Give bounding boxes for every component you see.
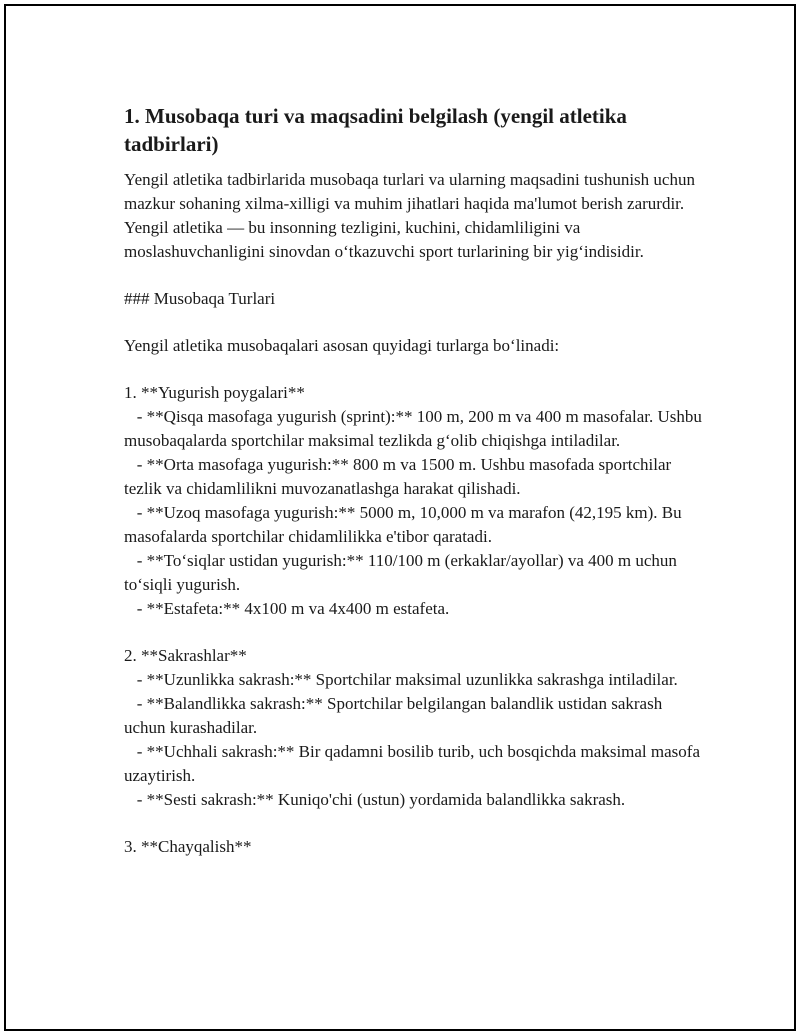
list-item: - **Balandlikka sakrash:** Sportchilar belgilangan balandlik ustidan sakrash uchun kurashadilar. <box>124 694 667 737</box>
list-section-title: 3. **Chayqalish** <box>124 837 252 856</box>
page-frame <box>4 4 796 1031</box>
document-body <box>124 102 707 859</box>
list-section-running <box>124 381 707 621</box>
intro-paragraph: Yengil atletika tadbirlarida musobaqa turlari va ularning maqsadini tushunish uchun mazkur sohaning xilma-xilligi va muhim jihatlari haqida ma'lumot berish zarurdir. Yengil atletika — bu insonning tezligini, kuchini, chidamliligini va moslashuvchanligini sinovdan o‘tkazuvchi sport turlarining bir yig‘indisidir. <box>124 170 695 261</box>
section-heading: 1. Musobaqa turi va maqsadini belgilash (yengil atletika tadbirlari) <box>124 104 627 156</box>
list-section-jumps <box>124 644 704 812</box>
list-item: - **Orta masofaga yugurish:** 800 m va 1500 m. Ushbu masofada sportchilar tezlik va chidamlilikni muvozanatlashga harakat qilishadi. <box>124 455 676 498</box>
list-section-throwing <box>124 835 704 859</box>
list-item: - **Qisqa masofaga yugurish (sprint):** 100 m, 200 m va 400 m masofalar. Ushbu musobaqalarda sportchilar maksimal tezlikda g‘olib chiqishga intiladilar. <box>124 407 707 450</box>
lead-paragraph: Yengil atletika musobaqalari asosan quyidagi turlarga bo‘linadi: <box>124 336 560 355</box>
list-item: - **To‘siqlar ustidan yugurish:** 110/100 m (erkaklar/ayollar) va 400 m uchun to‘siqli yugurish. <box>124 551 682 594</box>
subheading-text: ### Musobaqa Turlari <box>124 289 276 308</box>
list-item: - **Uzunlikka sakrash:** Sportchilar maksimal uzunlikka sakrashga intiladilar. <box>124 670 678 689</box>
list-item: - **Uzoq masofaga yugurish:** 5000 m, 10,000 m va marafon (42,195 km). Bu masofalarda sportchilar chidamlilikka e'tibor qaratadi. <box>124 503 686 546</box>
list-section-title: 2. **Sakrashlar** <box>124 646 247 665</box>
list-item: - **Estafeta:** 4x100 m va 4x400 m estafeta. <box>124 599 450 618</box>
list-item: - **Uchhali sakrash:** Bir qadamni bosilib turib, uch bosqichda maksimal masofa uzaytirish. <box>124 742 705 785</box>
list-section-title: 1. **Yugurish poygalari** <box>124 383 305 402</box>
list-item: - **Sesti sakrash:** Kuniqo'chi (ustun) yordamida balandlikka sakrash. <box>124 790 626 809</box>
